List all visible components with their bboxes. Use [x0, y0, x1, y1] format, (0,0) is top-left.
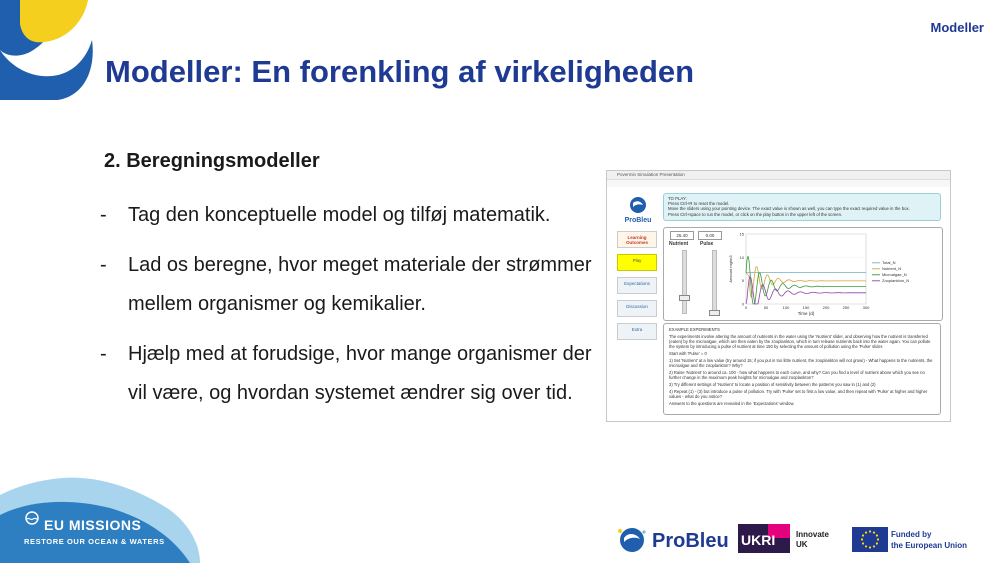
eu-missions-icon [24, 510, 40, 526]
chart-ytick: 0 [741, 301, 744, 307]
eu-star [869, 530, 871, 532]
probleu-logo-text: ProBleu [652, 530, 729, 552]
play-button[interactable]: Play [617, 254, 657, 271]
bullet-item: - Hjælp med at forudsige, hvor mange organismer der vil være, og hvordan systemet ændrer sig over tid. [100, 343, 592, 404]
pulse-slider[interactable] [712, 250, 717, 314]
probleu-sim-logo [621, 195, 655, 225]
eu-flag-icon [852, 527, 888, 552]
ukri-logo [738, 524, 790, 553]
bullet-item: - Tag den konceptuelle model og tilføj matematik. [100, 204, 551, 226]
sim-instructions: TO PLAY: Press Ctrl+R to reset the model. Move the sliders using your pointing device. The exact value is shown as well, you can type the exact required value in the box. Press Ctrl+space to run the model, or click on the play button in the upper left of the screen. [663, 193, 941, 221]
eu-star [876, 534, 878, 536]
pulse-label: Pulse [700, 241, 714, 247]
funded-by-eu-text: Funded by the European Union [891, 530, 967, 550]
example-experiments: EXAMPLE EXPERIMENTS The experiments involve altering the amount of nutrients in the water using the 'Nutrient' slider, and observing how the nutrient is transferred (eaten) by the microalgae, which are then eaten by the zooplankton, which in turn release nutrients back into the water again. You can pollute the system by introducing a pulse of nutrient at time 150 by selecting the amount of pollution using the 'Pulse' slider. Start with 'Pulse' = 0 1) Set 'Nutrient' at a low value (try around 15; if you put in too little nutrient, the zooplankton will not grow!) - What happens to the nutrients, the microalgae and the zooplankton? Why? 2) Raise 'Nutrient' to around ca. 100 - how what happens to each curve, and why? Can you find a level of nutrient above which you see no further change in the maximum peak heights for microalgae and zooplankton? 3) Try different settings of 'Nutrient' to locate a position of sensitivity between the patterns you saw in (1) and (2) 4) Repeat (1) - (3) but introduce a pulse of pollution. Try with 'Pulse' set to first a low value, and then repeat with 'Pulse' at higher and higher values - what do you notice? Answers to the questions are revealed in the 'Expectations' window. [663, 323, 941, 415]
chart-legend-label: Microalgae_N [882, 272, 907, 277]
learning-outcomes-button[interactable]: Learning Outcomes [617, 231, 657, 248]
chart-legend-label: Nutrient_N [882, 266, 902, 271]
chart-ytick: 5 [741, 278, 744, 284]
nutrient-slider-thumb[interactable] [679, 295, 690, 301]
chart-xtick: 0 [744, 305, 748, 310]
sim-chart [726, 230, 940, 318]
eu-star [873, 531, 875, 533]
chart-ylabel: Amount mg/m3 [728, 255, 733, 283]
chart-xtick: 50 [763, 305, 769, 310]
discussion-button[interactable]: Discussion [617, 300, 657, 317]
chart-xlabel: Time (d) [797, 311, 815, 316]
page-title: Modeller: En forenkling af virkeligheden [105, 54, 695, 89]
innovate-uk-text: Innovate UK [796, 530, 829, 549]
eu-star [877, 538, 879, 540]
sim-logo-text: ProBleu [624, 217, 652, 224]
chart-xtick: 300 [862, 305, 870, 310]
expectations-button[interactable]: Expectations [617, 277, 657, 294]
eu-star [865, 545, 867, 547]
nutrient-value-input[interactable]: 25.40 [670, 231, 694, 240]
eu-star [862, 534, 864, 536]
chart-legend-label: Zooplankton_N [882, 278, 910, 283]
eu-star [873, 545, 875, 547]
bullet-list [100, 196, 615, 424]
nutrient-label: Nutrient [669, 241, 689, 247]
eu-star [865, 531, 867, 533]
eu-star [876, 542, 878, 544]
chart-xtick: 250 [842, 305, 850, 310]
sim-control-panel [663, 227, 943, 321]
eu-missions-sublabel: RESTORE OUR OCEAN & WATERS [24, 537, 165, 546]
chart-xtick: 150 [802, 305, 810, 310]
chart-xtick: 200 [822, 305, 830, 310]
svg-text:UKRI: UKRI [741, 532, 776, 548]
eu-missions-label: EU MISSIONS [44, 517, 142, 533]
eu-star [861, 538, 863, 540]
nutrient-slider[interactable] [682, 250, 687, 314]
chart-xtick: 100 [782, 305, 790, 310]
chart-ytick: 10 [739, 254, 744, 260]
simulation-screenshot [606, 170, 951, 422]
probleu-icon [616, 526, 648, 554]
sim-title-bar [607, 171, 950, 180]
sim-toolbar [607, 180, 950, 187]
eu-star [869, 546, 871, 548]
sim-window-title: Povermin Simulation Presentation [617, 172, 685, 177]
section-tag: Modeller [930, 20, 984, 35]
subheading: 2. Beregningsmodeller [104, 150, 320, 172]
corner-logo [0, 0, 100, 100]
pulse-value-input[interactable]: 0.00 [698, 231, 722, 240]
extra-button[interactable]: Extra [617, 323, 657, 340]
pulse-slider-thumb[interactable] [709, 310, 720, 316]
chart-legend-label: Total_N [882, 260, 896, 265]
bullet-item: - Lad os beregne, hvor meget materiale der strømmer mellem organismer og kemikalier. [100, 254, 592, 315]
chart-ytick: 15 [739, 231, 744, 237]
eu-star [862, 542, 864, 544]
